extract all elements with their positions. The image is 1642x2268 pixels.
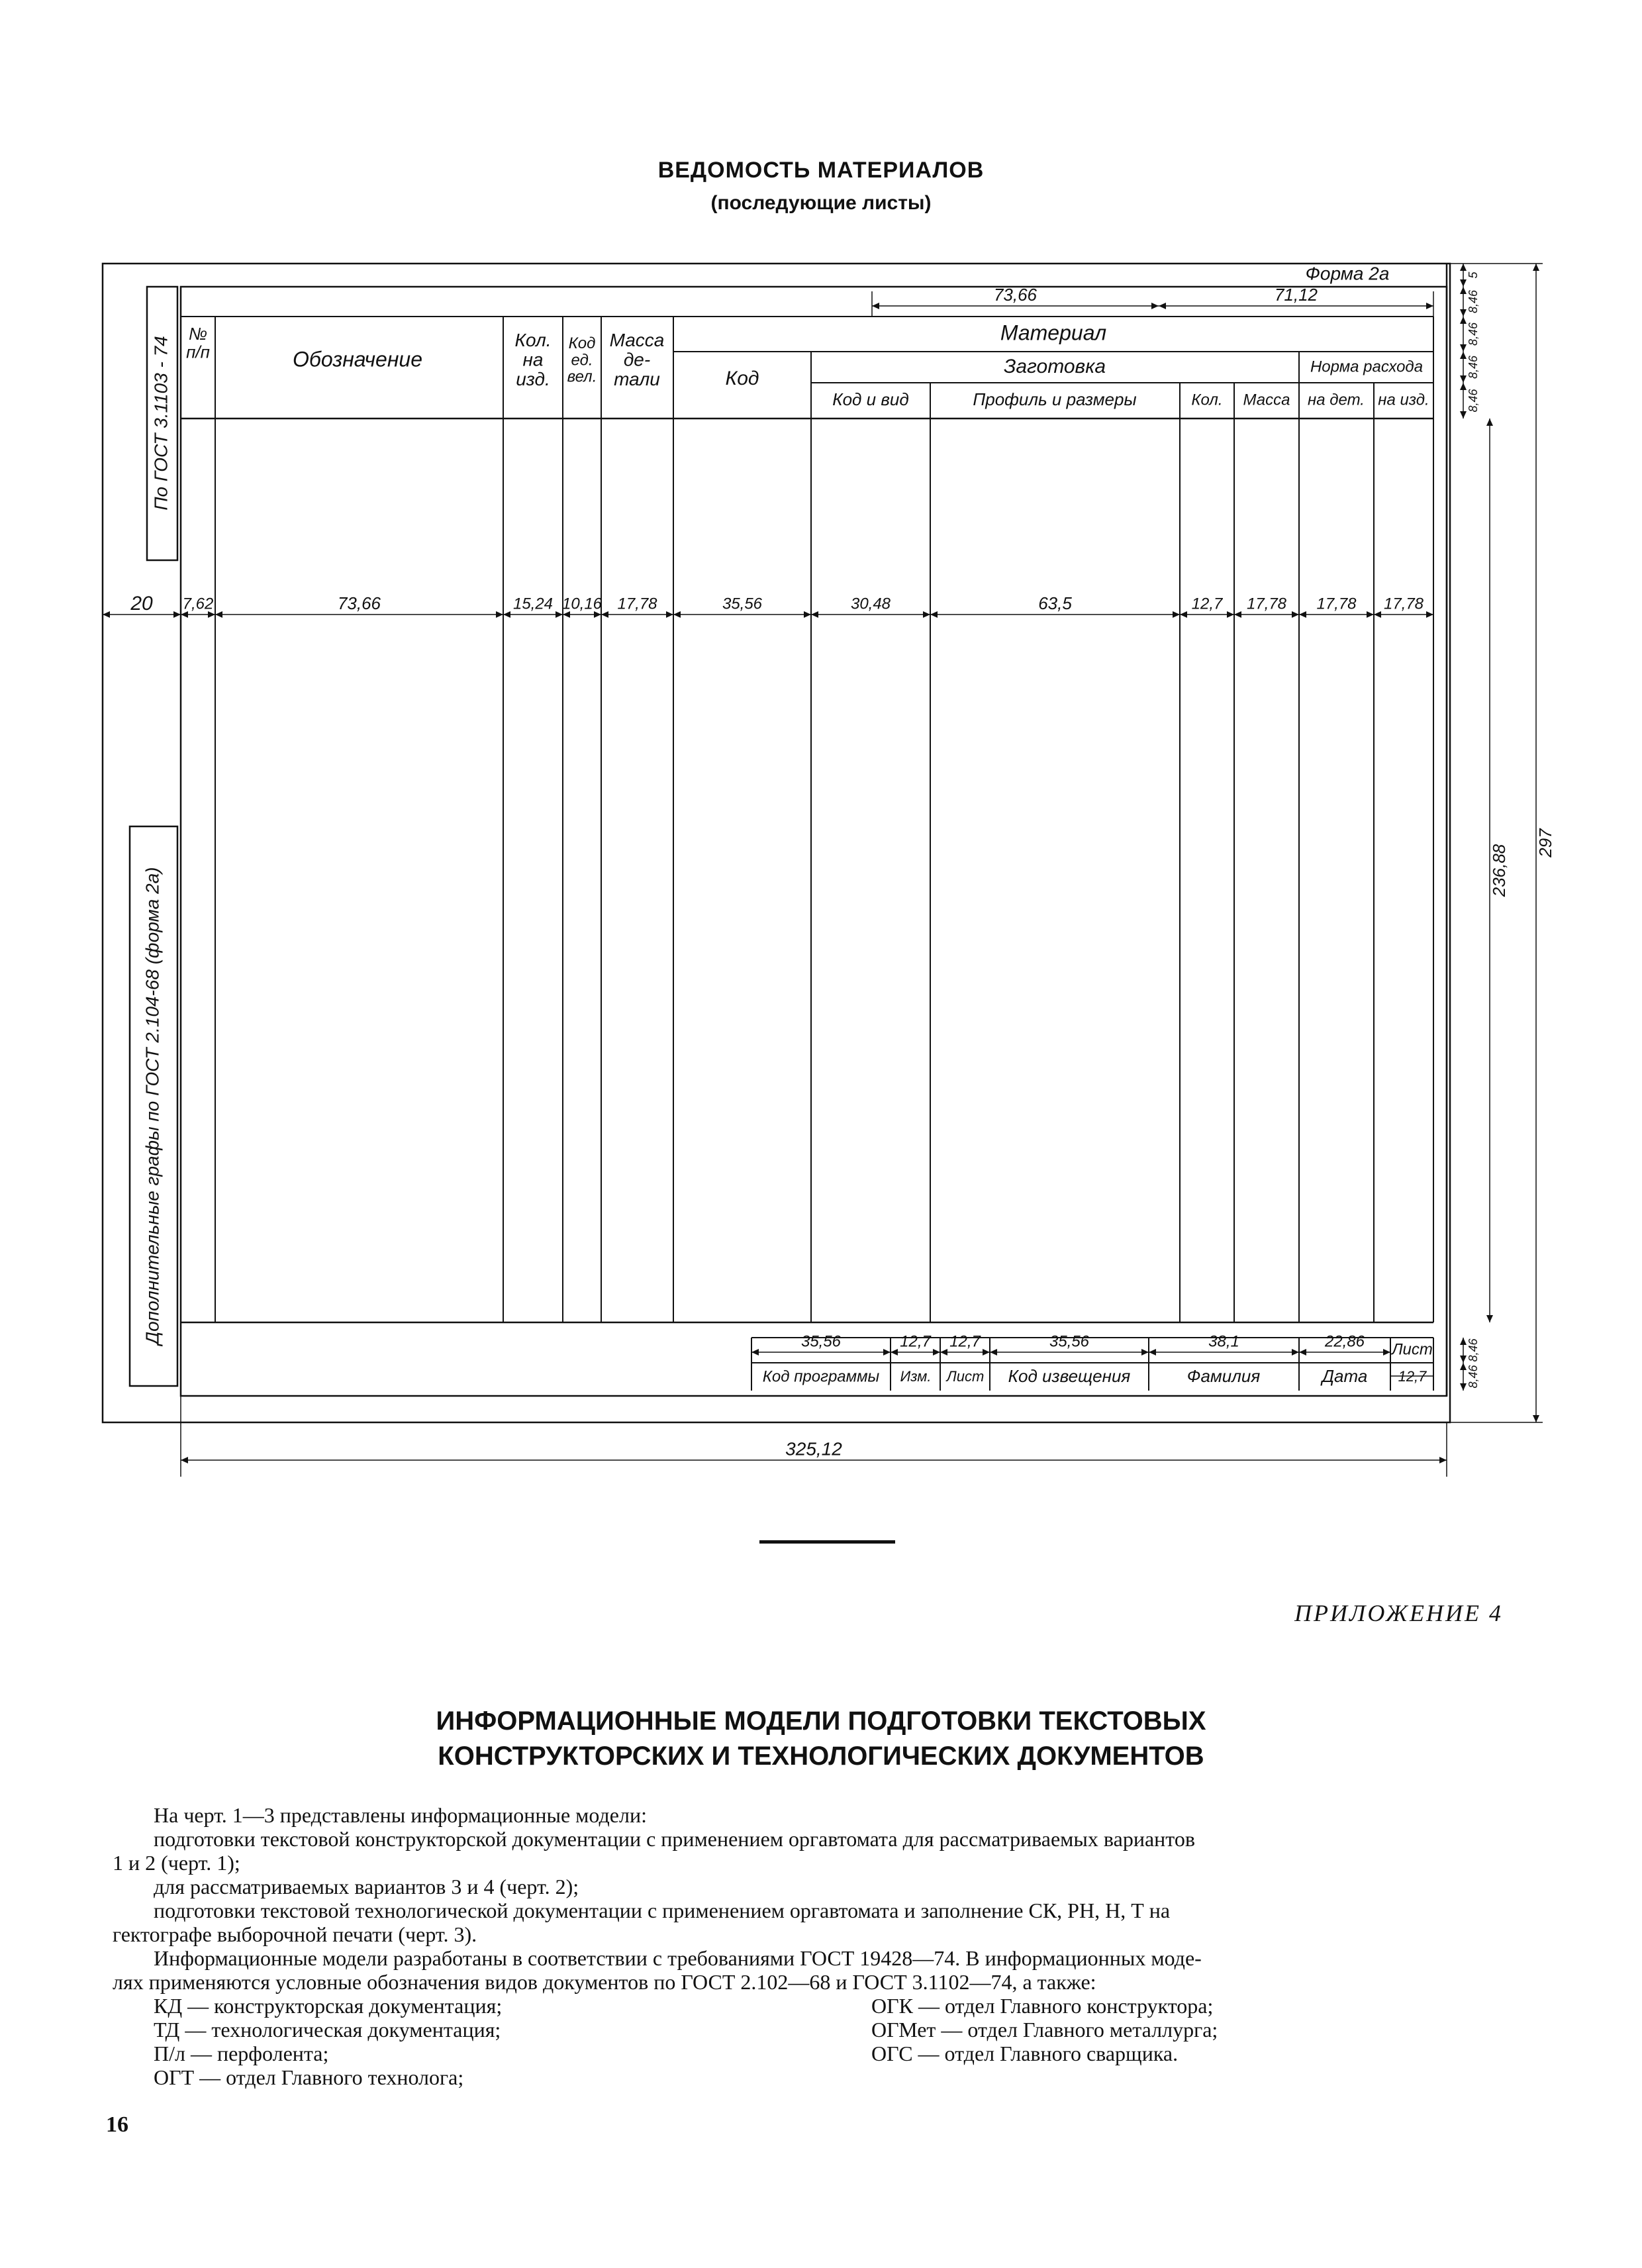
dimension-arrow	[1141, 1349, 1149, 1356]
dim-body-height: 236,88	[1488, 844, 1509, 897]
dimension-arrow	[933, 1349, 940, 1356]
col-header-material: Материал	[1000, 320, 1107, 345]
dimension-arrow	[181, 1457, 188, 1463]
document-title: ВЕДОМОСТЬ МАТЕРИАЛОВ	[657, 158, 985, 183]
col-header-unit-code: вел.	[567, 368, 597, 386]
dimension-arrow	[1367, 611, 1374, 618]
stamp-sheet-label: Лист	[1392, 1340, 1433, 1359]
stamp-surname: Фамилия	[1186, 1365, 1261, 1386]
dim-top-b: 71,12	[1274, 284, 1318, 305]
body-line-6: гектографе выборочной печати (черт. 3).	[113, 1922, 477, 1946]
sheet-outer-frame	[103, 264, 1450, 1422]
dimension-arrow	[1460, 344, 1467, 352]
dimension-arrow	[872, 303, 879, 309]
dim-right-846: 8,46	[1466, 355, 1480, 379]
dimension-arrow	[930, 611, 938, 618]
dim-column-width: 73,66	[337, 593, 381, 613]
dimension-arrow	[496, 611, 503, 618]
dim-right-5: 5	[1466, 271, 1480, 279]
dim-total-width: 325,12	[785, 1438, 842, 1459]
dim-stamp-width: 12,7	[949, 1332, 981, 1351]
dimension-arrow	[983, 1349, 990, 1356]
col-header-unit-code: Код	[568, 334, 596, 353]
dim-stamp-width: 12,7	[900, 1332, 931, 1351]
dim-right-846: 8,46	[1466, 389, 1480, 413]
appendix-heading-line-1: ИНФОРМАЦИОННЫЕ МОДЕЛИ ПОДГОТОВКИ ТЕКСТОВЫХ	[436, 1706, 1206, 1736]
dim-stamp-sheet: 12,7	[1398, 1367, 1427, 1385]
dimension-arrow	[940, 1349, 947, 1356]
dimension-arrow	[1234, 611, 1241, 618]
abbrev-ogt: ОГТ — отдел Главного технолога;	[154, 2065, 464, 2089]
dim-column-width: 7,62	[182, 595, 214, 613]
col-header-designation: Обозначение	[292, 347, 423, 371]
page-number: 16	[106, 2112, 128, 2137]
dim-column-width: 10,16	[561, 595, 603, 613]
col-header-qty: на	[522, 349, 544, 370]
col-header-no: №	[188, 324, 208, 344]
dimension-arrow	[1486, 1315, 1493, 1322]
dimension-arrow	[1151, 303, 1159, 309]
col-header-per-item: на изд.	[1378, 391, 1429, 409]
dimension-arrow	[1460, 1363, 1467, 1370]
col-header-mass: тали	[614, 368, 660, 389]
col-header-code: Код	[725, 367, 759, 389]
dim-column-width: 17,78	[617, 595, 657, 613]
dimension-arrow	[1460, 264, 1467, 271]
dimension-arrow	[811, 611, 818, 618]
dim-column-width: 63,5	[1038, 593, 1072, 613]
body-line-7: Информационные модели разработаны в соответствии с требованиями ГОСТ 19428—74. В информационных моде-	[154, 1946, 1202, 1970]
dimension-arrow	[673, 611, 681, 618]
dimension-arrow	[1292, 611, 1299, 618]
abbrev-ogmet: ОГМет — отдел Главного металлурга;	[871, 2018, 1218, 2042]
dim-column-width: 15,24	[512, 595, 554, 613]
body-line-5: подготовки текстовой технологической документации с применением оргавтомата и заполнение СК, РН, Н, Т на	[154, 1898, 1171, 1922]
form-2a-label: Форма 2а	[1305, 263, 1390, 284]
col-header-per-part: на дет.	[1308, 391, 1365, 409]
abbrev-td: ТД — технологическая документация;	[154, 2018, 501, 2042]
abbrev-kd: КД — конструкторская документация;	[154, 1994, 503, 2018]
col-header-no: п/п	[186, 342, 210, 362]
dimension-arrow	[503, 611, 510, 618]
dimension-arrow	[1383, 1349, 1390, 1356]
dimension-arrow	[1533, 1415, 1539, 1422]
sheet-inner-frame	[181, 284, 1447, 1396]
dimension-arrow	[1460, 309, 1467, 317]
appendix-label: ПРИЛОЖЕНИЕ 4	[1294, 1600, 1503, 1626]
dimension-arrow	[990, 1349, 997, 1356]
dimension-arrow	[751, 1349, 759, 1356]
body-line-4: для рассматриваемых вариантов 3 и 4 (черт. 2);	[154, 1875, 579, 1898]
dimension-arrow	[1299, 1349, 1306, 1356]
dim-column-width: 35,56	[722, 595, 763, 613]
dimension-arrow	[1460, 1356, 1467, 1363]
dimension-arrow	[1227, 611, 1234, 618]
appendix-heading-line-2: КОНСТРУКТОРСКИХ И ТЕХНОЛОГИЧЕСКИХ ДОКУМЕНТОВ	[438, 1742, 1204, 1771]
dimension-arrow	[1533, 264, 1539, 271]
body-line-2: подготовки текстовой конструкторской документации с применением оргавтомата для рассматриваемых вариантов	[154, 1827, 1195, 1851]
dimension-arrow	[601, 611, 608, 618]
dimension-arrow	[1460, 352, 1467, 359]
dim-stamp-width: 22,86	[1324, 1332, 1365, 1351]
dim-column-width: 12,7	[1191, 595, 1223, 613]
dimension-arrow	[1460, 279, 1467, 287]
dimension-arrow	[804, 611, 811, 618]
document-subtitle: (последующие листы)	[710, 192, 932, 214]
dim-column-width: 30,48	[850, 595, 891, 613]
dimension-arrow	[1460, 1338, 1467, 1345]
left-stamp-top-text: По ГОСТ 3.1103 - 74	[150, 336, 171, 511]
dimension-arrow	[1486, 419, 1493, 426]
body-line-3: 1 и 2 (черт. 1);	[113, 1851, 240, 1875]
dimension-arrow	[1460, 383, 1467, 390]
dim-right-846: 8,46	[1466, 322, 1480, 346]
dim-stamp-width: 35,56	[1049, 1332, 1090, 1351]
abbrev-ogk: ОГК — отдел Главного конструктора;	[871, 1994, 1214, 2018]
col-header-qty: изд.	[516, 368, 550, 389]
dim-total-height: 297	[1535, 828, 1555, 858]
dim-stamp-846: 8,46	[1466, 1338, 1480, 1362]
col-header-qty: Кол.	[514, 329, 552, 350]
dimension-arrow	[1460, 317, 1467, 324]
dimension-arrow	[891, 1349, 898, 1356]
dimension-arrow	[1173, 611, 1180, 618]
dimension-arrow	[1460, 375, 1467, 383]
col-header-code-type: Код и вид	[832, 389, 909, 409]
col-header-profile: Профиль и размеры	[973, 389, 1137, 409]
dimension-arrow	[1180, 611, 1187, 618]
dimension-arrow	[215, 611, 222, 618]
col-header-unit-code: ед.	[571, 351, 593, 370]
stamp-date: Дата	[1322, 1365, 1368, 1386]
dim-top-a: 73,66	[993, 284, 1038, 305]
dimension-arrow	[1299, 611, 1306, 618]
stamp-change: Изм.	[900, 1367, 932, 1385]
col-header-mass: де-	[623, 349, 651, 370]
dimension-arrow	[1439, 1457, 1447, 1463]
dimension-arrow	[666, 611, 673, 618]
dim-column-width: 17,78	[1316, 595, 1357, 613]
dimension-arrow	[103, 611, 110, 618]
col-header-consumption: Норма расхода	[1310, 358, 1424, 376]
dim-stamp-width: 38,1	[1208, 1332, 1239, 1351]
dimension-arrow	[1159, 303, 1166, 309]
dim-column-width: 17,78	[1383, 595, 1424, 613]
abbrev-ogs: ОГС — отдел Главного сварщика.	[871, 2042, 1179, 2065]
stamp-sheet: Лист	[946, 1367, 985, 1385]
stamp-program-code: Код программы	[762, 1367, 880, 1386]
section-separator	[759, 1540, 895, 1544]
dimension-arrow	[923, 611, 930, 618]
body-line-8: лях применяются условные обозначения видов документов по ГОСТ 2.102—68 и ГОСТ 3.1102—74, а также:	[113, 1970, 1096, 1994]
dimension-arrow	[1374, 611, 1381, 618]
col-header-blank: Заготовка	[1003, 355, 1106, 377]
dimension-arrow	[1460, 411, 1467, 419]
left-stamp-bottom-text: Дополнительные графы по ГОСТ 2.104-68 (форма 2а)	[142, 867, 163, 1345]
col-header-blank-qty: Кол.	[1191, 391, 1223, 409]
col-header-mass: Масса	[609, 329, 665, 350]
abbrev-pl: П/л — перфолента;	[154, 2042, 329, 2065]
dimension-arrow	[1292, 1349, 1299, 1356]
dimension-arrow	[173, 611, 181, 618]
dim-left-margin: 20	[130, 592, 153, 615]
dim-right-846: 8,46	[1466, 289, 1480, 314]
dim-column-width: 17,78	[1246, 595, 1287, 613]
dimension-arrow	[1460, 287, 1467, 294]
dimension-arrow	[1460, 1383, 1467, 1391]
dimension-arrow	[1426, 303, 1433, 309]
stamp-notice-code: Код извещения	[1008, 1365, 1131, 1386]
dim-stamp-width: 35,56	[800, 1332, 842, 1351]
dim-stamp-846: 8,46	[1466, 1365, 1480, 1389]
body-line-1: На черт. 1—3 представлены информационные модели:	[154, 1803, 647, 1827]
dimension-arrow	[1149, 1349, 1156, 1356]
col-header-blank-mass: Масса	[1243, 391, 1290, 409]
dimension-arrow	[1426, 611, 1433, 618]
dimension-arrow	[883, 1349, 891, 1356]
